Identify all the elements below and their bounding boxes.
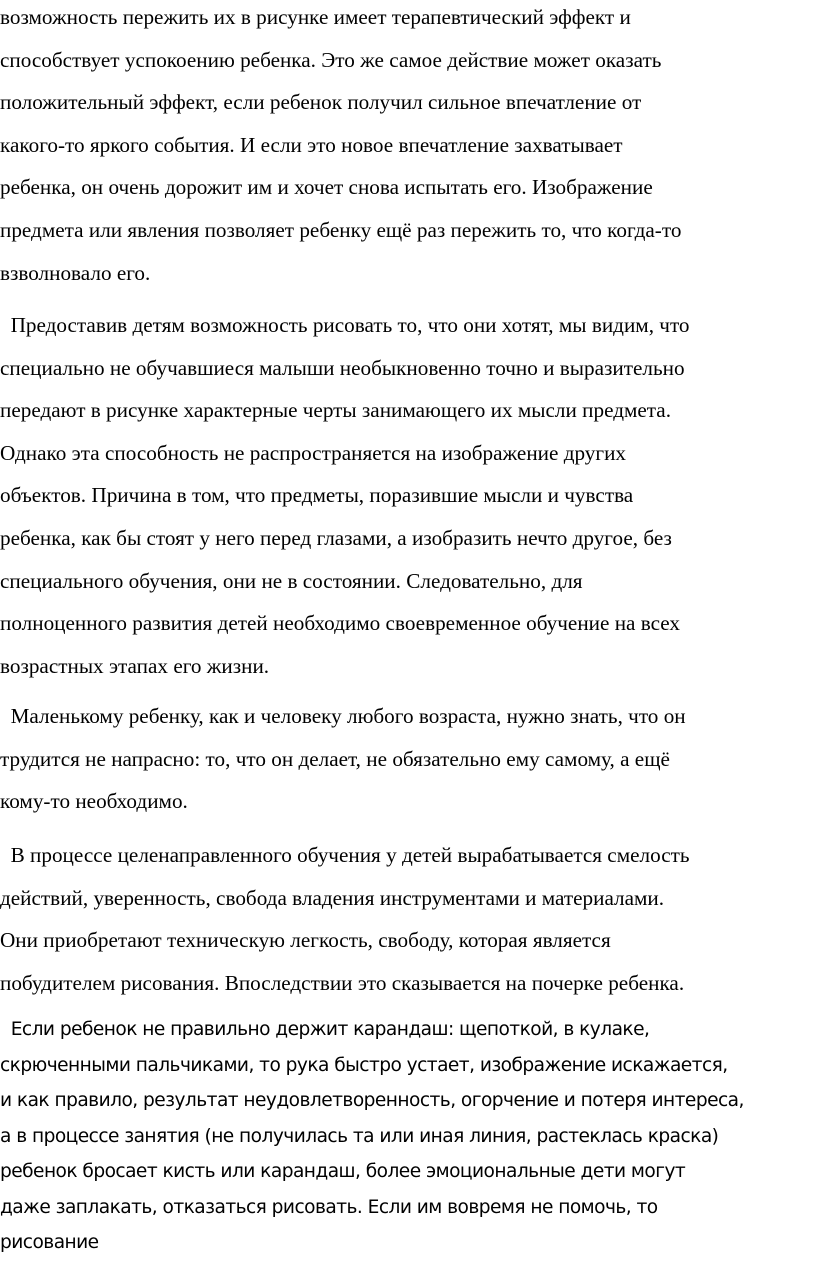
text-line: способствует успокоению ребенка. Это же самое действие может оказать: [0, 47, 662, 72]
text-line: специально не обучавшиеся малыши необыкновенно точно и выразительно: [0, 355, 685, 380]
text-line: Если ребенок не правильно держит карандаш: щепоткой, в кулаке,: [0, 1019, 650, 1040]
text-line: Предоставив детям возможность рисовать то, что они хотят, мы видим, что: [0, 313, 690, 337]
text-line: взволновало его.: [0, 260, 151, 285]
text-line: специального обучения, они не в состоянии. Следовательно, для: [0, 568, 583, 593]
text-line: скрюченными пальчиками, то рука быстро устает, изображение искажается,: [0, 1054, 728, 1076]
text-line: положительный эффект, если ребенок получил сильное впечатление от: [0, 90, 642, 115]
text-line: ребенка, он очень дорожит им и хочет снова испытать его. Изображение: [0, 175, 653, 200]
text-line: какого-то яркого события. И если это новое впечатление захватывает: [0, 132, 623, 157]
text-line: трудится не напрасно: то, что он делает, не обязательно ему самому, а ещё: [0, 746, 670, 771]
text-line: возможность пережить их в рисунке имеет терапевтический эффект и: [0, 5, 631, 29]
text-line: а в процессе занятия (не получилась та или иная линия, растеклась краска): [0, 1125, 719, 1147]
text-line: рисование: [0, 1232, 99, 1253]
text-line: объектов. Причина в том, что предметы, поразившие мысли и чувства: [0, 483, 634, 508]
text-line: Маленькому ребенку, как и человеку любого возраста, нужно знать, что он: [0, 704, 686, 728]
text-line: даже заплакать, отказаться рисовать. Если им вовремя не помочь, то: [0, 1196, 658, 1218]
text-line: полноценного развития детей необходимо своевременное обучение на всех: [0, 611, 681, 636]
text-line: В процессе целенаправленного обучения у детей вырабатывается смелость: [0, 843, 690, 867]
text-line: действий, уверенность, свобода владения инструментами и материалами.: [0, 885, 665, 910]
paragraph-therapeutic-effect: [0, 0, 812, 294]
paragraph-purposeful-learning: [0, 834, 812, 1004]
text-line: кому-то необходимо.: [0, 789, 188, 814]
text-line: передают в рисунке характерные черты занимающего их мысли предмета.: [0, 398, 672, 423]
text-line: предмета или явления позволяет ребенку ещё раз пережить то, что когда-то: [0, 217, 682, 242]
paragraph-pencil-grip: [0, 1012, 812, 1261]
text-line: ребенка, как бы стоят у него перед глазами, а изобразить нечто другое, без: [0, 525, 672, 550]
text-line: возрастных этапах его жизни.: [0, 653, 270, 678]
paragraph-free-drawing: [0, 304, 812, 687]
text-line: Они приобретают техническую легкость, свободу, которая является: [0, 928, 611, 953]
text-line: и как правило, результат неудовлетворенность, огорчение и потеря интереса,: [0, 1090, 744, 1111]
paragraph-not-in-vain: [0, 695, 812, 823]
text-line: Однако эта способность не распространяется на изображение других: [0, 440, 627, 465]
text-line: побудителем рисования. Впоследствии это сказывается на почерке ребенка.: [0, 970, 685, 995]
text-line: ребенок бросает кисть или карандаш, более эмоциональные дети могут: [0, 1161, 686, 1182]
